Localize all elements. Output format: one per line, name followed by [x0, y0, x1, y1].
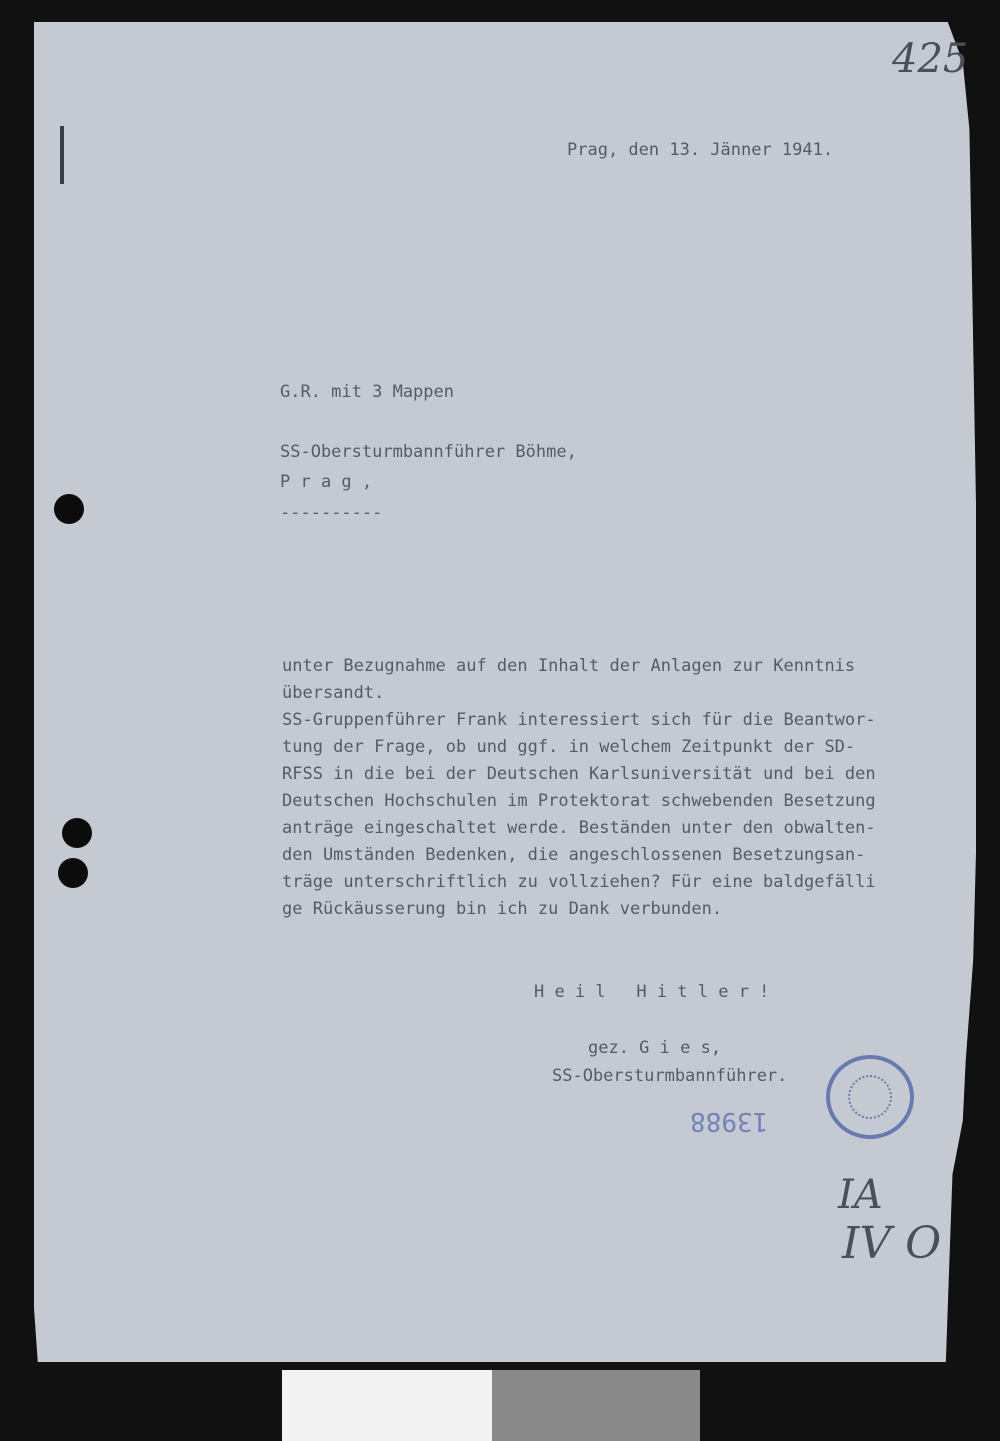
closing-salutation: H e i l H i t l e r !	[534, 982, 770, 1002]
document-sheet	[34, 22, 976, 1362]
body-line: SS-Gruppenführer Frank interessiert sich für die Beantwor-	[282, 710, 876, 730]
punch-hole	[62, 818, 92, 848]
body-line: unter Bezugnahme auf den Inhalt der Anlagen zur Kenntnis	[282, 656, 856, 676]
official-round-stamp	[826, 1055, 914, 1139]
routing-note: G.R. mit 3 Mappen	[280, 382, 454, 402]
punch-hole	[54, 494, 84, 524]
color-calibration-white	[282, 1370, 492, 1441]
stamp-eagle-emblem	[848, 1075, 892, 1119]
handwritten-mark-ia: IA	[838, 1172, 883, 1218]
folio-number: 425	[892, 36, 969, 82]
staple-mark	[60, 126, 64, 184]
body-line: ge Rückäusserung bin ich zu Dank verbunden.	[282, 899, 723, 919]
handwritten-mark-iv-o: IV O	[842, 1218, 942, 1269]
body-line: übersandt.	[282, 683, 385, 703]
signature-name: gez. G i e s,	[588, 1038, 722, 1058]
recipient-line-2: P r a g ,	[280, 472, 373, 492]
punch-hole	[58, 858, 88, 888]
body-line: träge unterschriftlich zu vollziehen? Für eine baldgefälli	[282, 872, 876, 892]
recipient-line-1: SS-Obersturmbannführer Böhme,	[280, 442, 577, 462]
registry-number-stamp: 13988	[690, 1106, 769, 1136]
place-date: Prag, den 13. Jänner 1941.	[567, 140, 834, 160]
signature-title: SS-Obersturmbannführer.	[552, 1066, 788, 1086]
color-calibration-gray	[492, 1370, 700, 1441]
body-line: RFSS in die bei der Deutschen Karlsuniversität und bei den	[282, 764, 876, 784]
body-line: Deutschen Hochschulen im Protektorat schwebenden Besetzung	[282, 791, 876, 811]
body-line: den Umständen Bedenken, die angeschlossenen Besetzungsan-	[282, 845, 866, 865]
recipient-underline: ----------	[280, 503, 383, 523]
body-line: tung der Frage, ob und ggf. in welchem Zeitpunkt der SD-	[282, 737, 856, 757]
body-line: anträge eingeschaltet werde. Beständen unter den obwalten-	[282, 818, 876, 838]
